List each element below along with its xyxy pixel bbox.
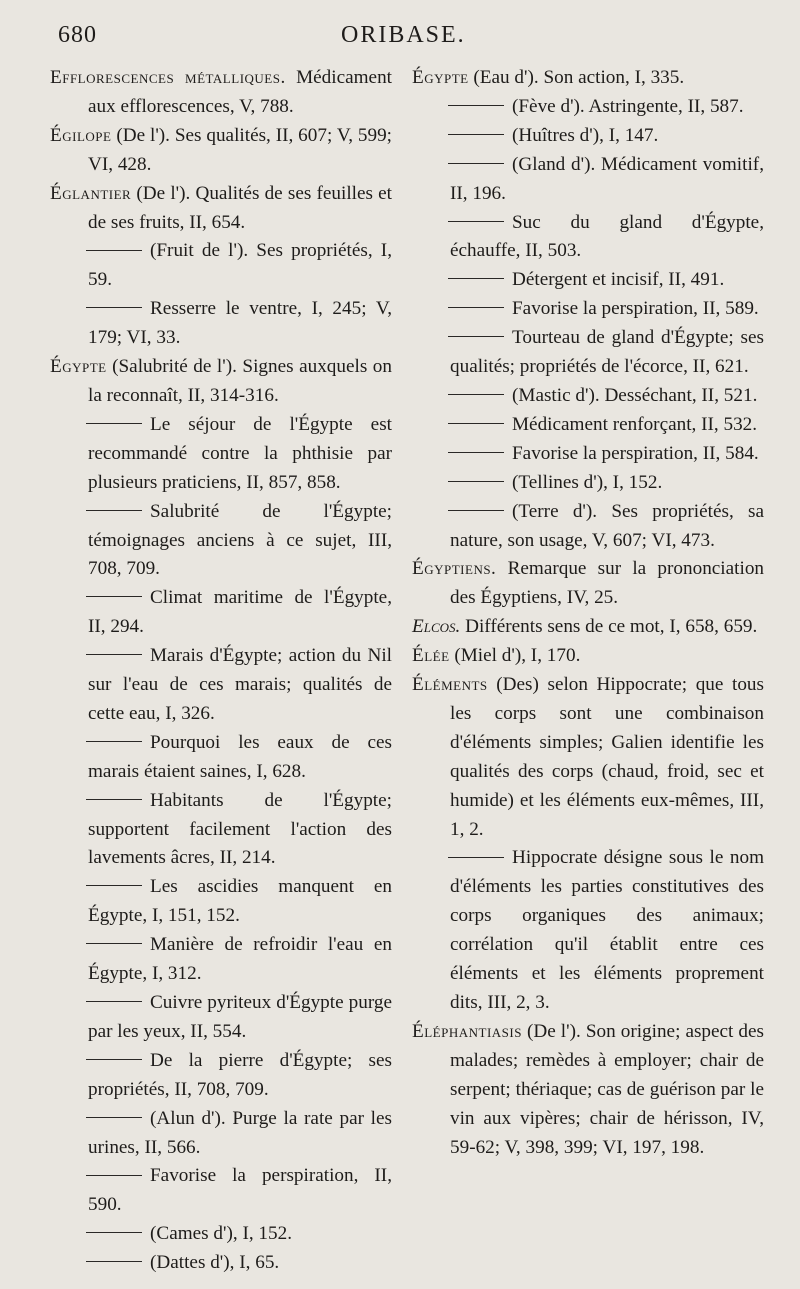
entry-text: (Salubrité de l'). Signes auxquels on la reconnaît, II, 314-316. [88,356,392,406]
entry-text: (Alun d'). Purge la rate par les urines, II, 566. [88,1107,392,1158]
repeat-dash [448,481,504,482]
index-subentry [50,498,392,585]
page-number: 680 [58,22,97,48]
entry-text: Favorise la perspiration, II, 590. [88,1165,392,1216]
entry-text: (Fruit de l'). Ses propriétés, I, 59. [88,240,392,291]
index-entry [50,122,392,180]
index-subentry [412,382,764,411]
entry-text: (Des) selon Hippocrate; que tous les corps sont une combinaison d'éléments simples; Galien identifie les qualités des corps (chaud, froid, sec et humide) et les éléments eux-mêmes, III, 1, 2. [450,674,764,840]
entry-text: Salubrité de l'Égypte; témoignages anciens à ce sujet, III, 708, 709. [88,500,392,580]
headword: Égilope [50,124,112,146]
index-subentry [50,787,392,874]
headword: Elcos. [412,616,461,638]
index-subentry [412,122,764,151]
entry-text: (De l'). Ses qualités, II, 607; V, 599; VI, 428. [88,124,392,175]
repeat-dash [86,423,142,424]
index-subentry [412,209,764,267]
index-subentry [50,642,392,729]
repeat-dash [86,799,142,800]
index-subentry [412,440,764,469]
index-subentry [50,295,392,353]
repeat-dash [86,943,142,944]
index-subentry [412,411,764,440]
entry-text: Hippocrate désigne sous le nom d'éléments les parties constitutives des corps organiques des animaux; corrélation qu'il établit entre ces éléments et les éléments proprement dits, III, 2, 3. [450,847,764,1013]
index-entry [412,613,764,642]
entry-text: Les ascidies manquent en Égypte, I, 151, 152. [88,876,392,927]
entry-text: De la pierre d'Égypte; ses propriétés, II, 708, 709. [88,1049,392,1100]
index-subentry [50,989,392,1047]
entry-text: (Dattes d'), I, 65. [150,1252,280,1274]
entry-text: (Miel d'), I, 170. [454,645,581,667]
repeat-dash [448,221,504,222]
index-subentry [412,151,764,209]
headword: Égypte [50,356,107,378]
left-column [50,64,392,1278]
index-subentry [50,1105,392,1163]
page-header [0,22,800,56]
repeat-dash [448,307,504,308]
repeat-dash [448,510,504,511]
headword: Éléphantiasis [412,1020,522,1042]
index-entry [50,64,392,122]
entry-text: Favorise la perspiration, II, 589. [512,298,759,320]
index-entry [50,180,392,238]
index-subentry [50,1220,392,1249]
entry-text: Tourteau de gland d'Égypte; ses qualités; propriétés de l'écorce, II, 621. [450,327,764,378]
headword: Efflorescences métalliques. [50,67,286,88]
repeat-dash [448,278,504,279]
repeat-dash [86,1001,142,1002]
repeat-dash [448,336,504,337]
entry-text: (Huîtres d'), I, 147. [512,124,659,146]
index-subentry [50,1162,392,1220]
index-subentry [412,498,764,556]
index-subentry [50,1249,392,1278]
entry-text: (Fève d'). Astringente, II, 587. [512,95,744,117]
repeat-dash [448,857,504,858]
right-column [412,64,764,1162]
repeat-dash [86,596,142,597]
entry-text: Resserre le ventre, I, 245; V, 179; VI, 33. [88,298,392,349]
entry-text: Favorise la perspiration, II, 584. [512,442,759,464]
index-entry [50,353,392,411]
index-subentry [50,729,392,787]
entry-text: (De l'). Qualités de ses feuilles et de ses fruits, II, 654. [88,182,392,233]
repeat-dash [448,452,504,453]
repeat-dash [86,1261,142,1262]
entry-text: (Mastic d'). Desséchant, II, 521. [512,384,758,406]
repeat-dash [448,394,504,395]
entry-text: Différents sens de ce mot, I, 658, 659. [465,616,758,638]
index-subentry [50,584,392,642]
entry-text: Manière de refroidir l'eau en Égypte, I, 312. [88,934,392,985]
index-subentry [50,411,392,498]
entry-text: Le séjour de l'Égypte est recommandé contre la phthisie par plusieurs praticiens, II, 857, 858. [88,413,392,493]
index-subentry [50,873,392,931]
running-title: ORIBASE. [341,22,466,48]
repeat-dash [86,1175,142,1176]
entry-text: Médicament aux efflorescences, V, 788. [88,67,392,117]
index-subentry [50,931,392,989]
index-subentry [412,93,764,122]
repeat-dash [448,163,504,164]
index-subentry [412,295,764,324]
index-subentry [412,469,764,498]
entry-text: (Eau d'). Son action, I, 335. [473,67,685,88]
index-subentry [412,844,764,1017]
index-entry [412,671,764,844]
index-entry [412,1018,764,1163]
entry-text: (Cames d'), I, 152. [150,1223,293,1245]
repeat-dash [86,741,142,742]
index-entry [412,64,764,93]
repeat-dash [448,134,504,135]
repeat-dash [86,510,142,511]
entry-text: Cuivre pyriteux d'Égypte purge par les yeux, II, 554. [88,992,392,1042]
entry-text: Remarque sur la prononciation des Égyptiens, IV, 25. [450,558,765,609]
index-subentry [412,266,764,295]
entry-text: (De l'). Son origine; aspect des malades; remèdes à employer; chair de serpent; thériaque; cas de guérison par le vin aux vipères; chair de hérisson, IV, 59-62; V, 398, 399; VI, 197, 198. [450,1020,765,1158]
index-subentry [50,1047,392,1105]
repeat-dash [86,654,142,655]
repeat-dash [448,105,504,106]
entry-text: (Tellines d'), I, 152. [512,471,663,493]
index-entry [412,642,764,671]
index-subentry [412,324,764,382]
entry-text: Climat maritime de l'Égypte, II, 294. [88,587,392,638]
entry-text: Pourquoi les eaux de ces marais étaient saines, I, 628. [88,731,392,782]
index-subentry [50,237,392,295]
repeat-dash [86,885,142,886]
entry-text: (Terre d'). Ses propriétés, sa nature, son usage, V, 607; VI, 473. [450,500,764,551]
headword: Égyptiens. [412,558,497,580]
headword: Égypte [412,67,469,88]
entry-text: Marais d'Égypte; action du Nil sur l'eau de ces marais; qualités de cette eau, I, 326. [88,645,392,724]
repeat-dash [86,1059,142,1060]
repeat-dash [448,423,504,424]
entry-text: Médicament renforçant, II, 532. [512,413,758,435]
entry-text: (Gland d'). Médicament vomitif, II, 196. [450,153,764,204]
entry-text: Habitants de l'Égypte; supportent facilement l'action des lavements âcres, II, 214. [88,789,392,869]
entry-text: Détergent et incisif, II, 491. [512,269,725,291]
repeat-dash [86,307,142,308]
headword: Éléments [412,674,488,696]
entry-text: Suc du gland d'Égypte, échauffe, II, 503. [450,211,764,262]
headword: Élée [412,645,450,667]
headword: Églantier [50,182,132,204]
repeat-dash [86,250,142,251]
repeat-dash [86,1117,142,1118]
repeat-dash [86,1232,142,1233]
index-entry [412,555,764,613]
